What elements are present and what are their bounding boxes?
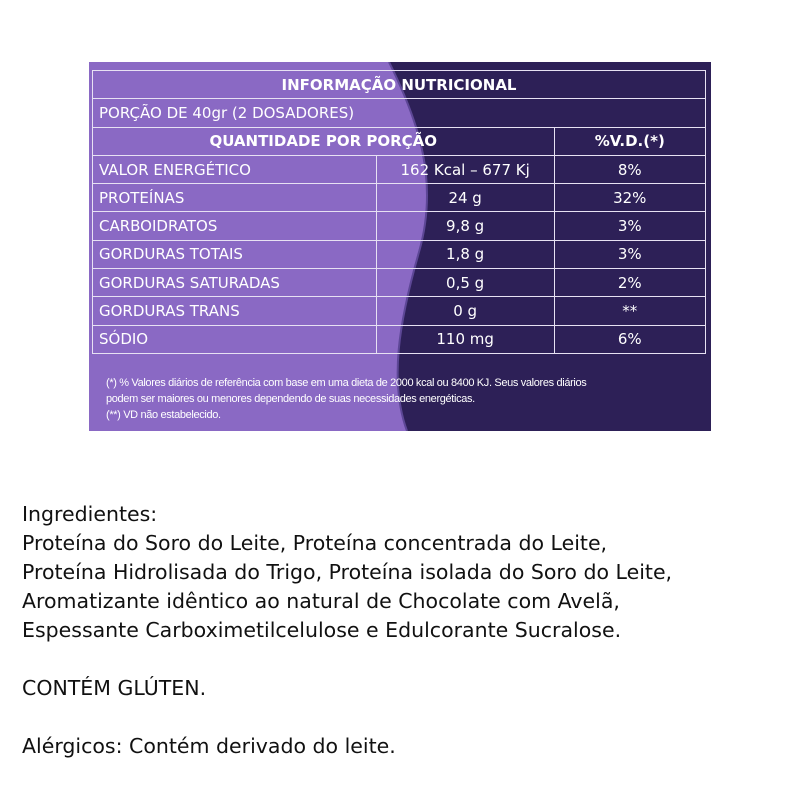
table-row <box>93 297 706 325</box>
nutrient-name: GORDURAS TOTAIS <box>93 240 377 268</box>
nutrient-name: PROTEÍNAS <box>93 184 377 212</box>
nutrient-amount: 110 mg <box>376 325 554 353</box>
table-row <box>93 240 706 268</box>
nutrient-name: SÓDIO <box>93 325 377 353</box>
product-description <box>22 500 792 761</box>
table-header-row <box>93 127 706 155</box>
table-row <box>93 269 706 297</box>
header-quantity: QUANTIDADE POR PORÇÃO <box>93 127 555 155</box>
spacer <box>22 703 792 732</box>
table-title: INFORMAÇÃO NUTRICIONAL <box>93 71 706 99</box>
nutrient-amount: 162 Kcal – 677 Kj <box>376 155 554 183</box>
portion-row <box>93 99 706 127</box>
nutrient-daily-value: 32% <box>554 184 706 212</box>
nutrient-daily-value: 3% <box>554 212 706 240</box>
ingredients-heading: Ingredientes: <box>22 502 158 526</box>
table-title-row <box>93 71 706 99</box>
ingredients-line: Aromatizante idêntico ao natural de Chocolate com Avelã, <box>22 589 620 613</box>
nutrient-amount: 0 g <box>376 297 554 325</box>
ingredients-line: Espessante Carboximetilcelulose e Edulcorante Sucralose. <box>22 618 622 642</box>
ingredients-line: Proteína Hidrolisada do Trigo, Proteína isolada do Soro do Leite, <box>22 560 673 584</box>
portion-size: PORÇÃO DE 40gr (2 DOSADORES) <box>93 99 706 127</box>
footnote-line: (**) VD não estabelecido. <box>106 409 221 421</box>
label-footnotes <box>106 375 706 423</box>
nutrient-daily-value: ** <box>554 297 706 325</box>
allergens-notice: Alérgicos: Contém derivado do leite. <box>22 734 396 758</box>
gluten-notice: CONTÉM GLÚTEN. <box>22 676 207 700</box>
nutrient-daily-value: 8% <box>554 155 706 183</box>
nutrient-amount: 0,5 g <box>376 269 554 297</box>
nutrient-amount: 9,8 g <box>376 212 554 240</box>
nutrient-daily-value: 3% <box>554 240 706 268</box>
nutrient-daily-value: 2% <box>554 269 706 297</box>
footnote-line: (*) % Valores diários de referência com base em uma dieta de 2000 kcal ou 8400 KJ. Seus valores diários <box>106 377 587 389</box>
nutrient-name: GORDURAS SATURADAS <box>93 269 377 297</box>
table-row <box>93 184 706 212</box>
footnote-line: podem ser maiores ou menores dependendo de suas necessidades energéticas. <box>106 393 475 405</box>
nutrient-name: CARBOIDRATOS <box>93 212 377 240</box>
table-row <box>93 325 706 353</box>
nutrition-table <box>92 70 706 354</box>
table-row <box>93 212 706 240</box>
nutrition-label-panel <box>89 62 711 431</box>
ingredients-line: Proteína do Soro do Leite, Proteína concentrada do Leite, <box>22 531 608 555</box>
spacer <box>22 645 792 674</box>
nutrient-name: VALOR ENERGÉTICO <box>93 155 377 183</box>
table-row <box>93 155 706 183</box>
nutrient-daily-value: 6% <box>554 325 706 353</box>
nutrient-name: GORDURAS TRANS <box>93 297 377 325</box>
header-daily-value: %V.D.(*) <box>554 127 706 155</box>
nutrient-amount: 1,8 g <box>376 240 554 268</box>
nutrient-amount: 24 g <box>376 184 554 212</box>
